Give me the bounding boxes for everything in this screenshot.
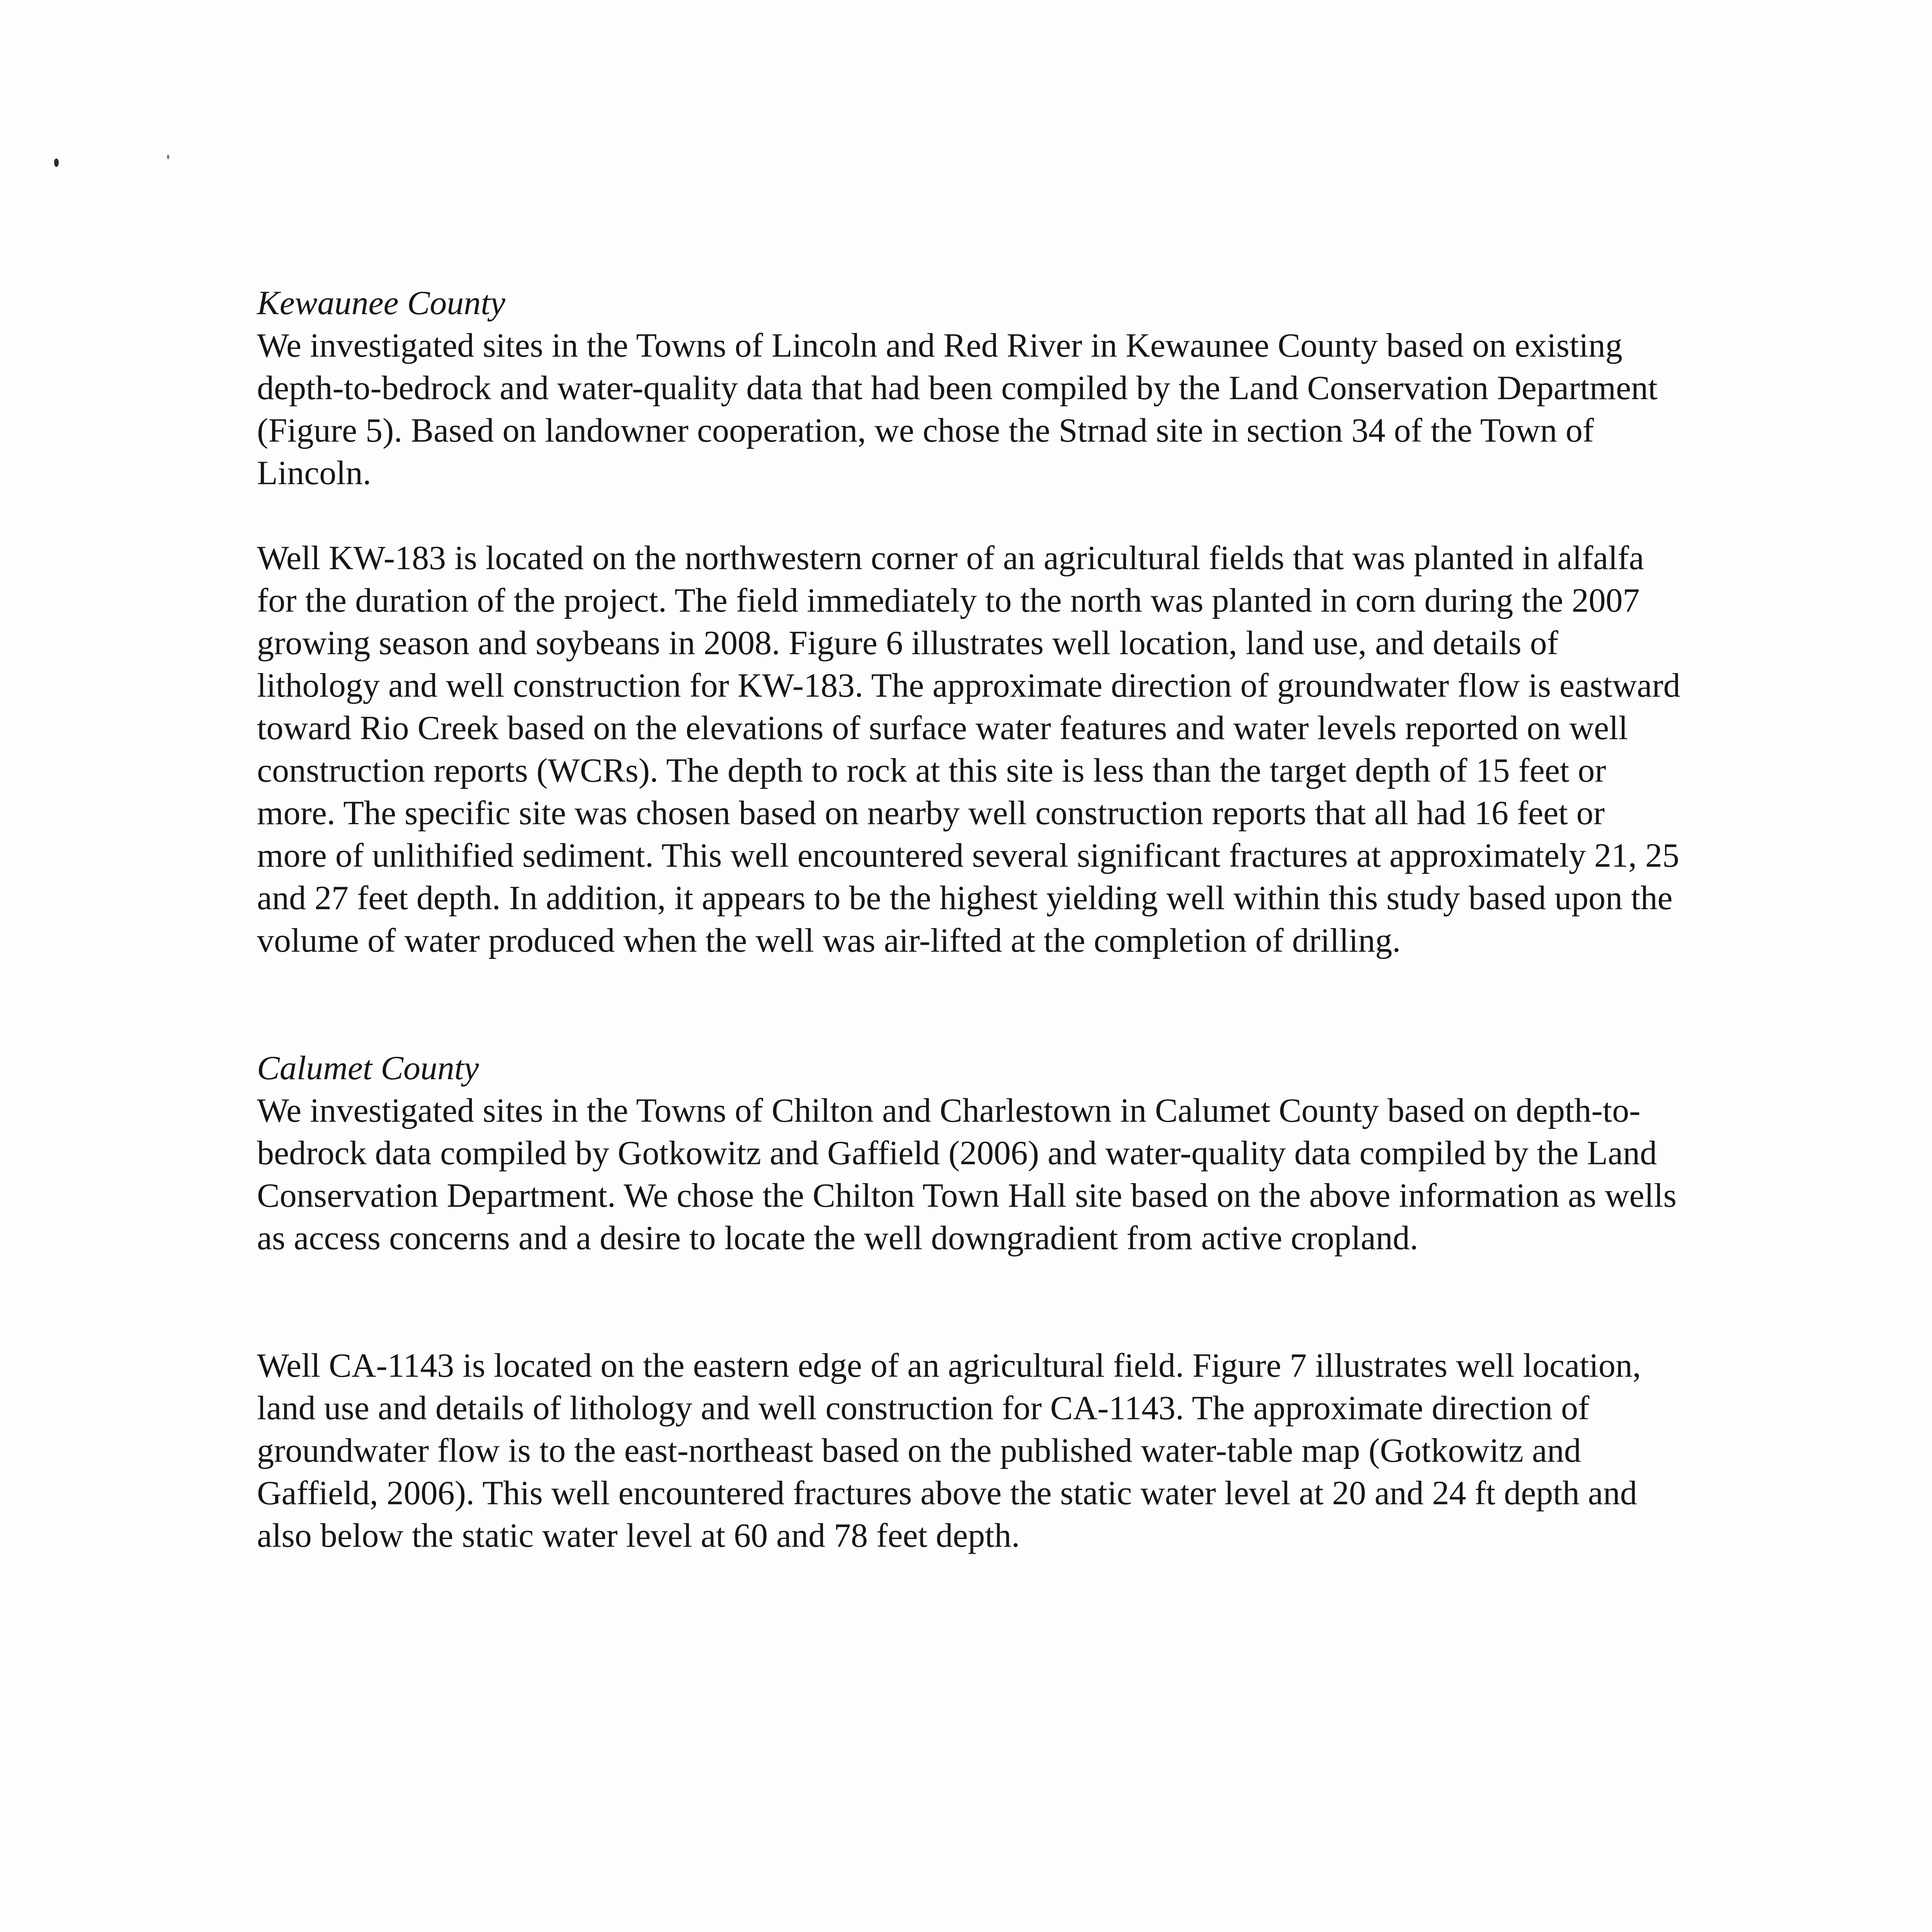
section-heading-kewaunee: Kewaunee County xyxy=(257,284,505,322)
section-heading-calumet: Calumet County xyxy=(257,1049,479,1087)
kewaunee-well-section xyxy=(257,537,1683,962)
scan-speck xyxy=(54,158,59,167)
calumet-section xyxy=(257,1047,1683,1260)
kewaunee-section xyxy=(257,282,1683,495)
calumet-intro-paragraph: We investigated sites in the Towns of Chilton and Charlestown in Calumet County based on depth-to-bedrock data compiled by Gotkowitz and Gaffield (2006) and water-quality data compiled by the Land Conservation Department. We chose the Chilton Town Hall site based on the above information as wells as access concerns and a desire to locate the well downgradient from active cropland. xyxy=(257,1092,1677,1257)
kw183-well-paragraph: Well KW-183 is located on the northwestern corner of an agricultural fields that was planted in alfalfa for the duration of the project. The field immediately to the north was planted in corn during the 2007 growing season and soybeans in 2008. Figure 6 illustrates well location, land use, and details of lithology and well construction for KW-183. The approximate direction of groundwater flow is eastward toward Rio Creek based on the elevations of surface water features and water levels reported on well construction reports (WCRs). The depth to rock at this site is less than the target depth of 15 feet or more. The specific site was chosen based on nearby well construction reports that all had 16 feet or more of unlithified sediment. This well encountered several significant fractures at approximately 21, 25 and 27 feet depth. In addition, it appears to be the highest yielding well within this study based upon the volume of water produced when the well was air-lifted at the completion of drilling. xyxy=(257,539,1680,959)
calumet-well-section xyxy=(257,1345,1683,1557)
scan-speck xyxy=(167,155,169,159)
ca1143-well-paragraph: Well CA-1143 is located on the eastern edge of an agricultural field. Figure 7 illustrates well location, land use and details of lithology and well construction for CA-1143. The approximate direction of groundwater flow is to the east-northeast based on the published water-table map (Gotkowitz and Gaffield, 2006). This well encountered fractures above the static water level at 20 and 24 ft depth and also below the static water level at 60 and 78 feet depth. xyxy=(257,1347,1641,1554)
kewaunee-intro-paragraph: We investigated sites in the Towns of Lincoln and Red River in Kewaunee County based on existing depth-to-bedrock and water-quality data that had been compiled by the Land Conservation Department (Figure 5). Based on landowner cooperation, we chose the Strnad site in section 34 of the Town of Lincoln. xyxy=(257,327,1658,492)
